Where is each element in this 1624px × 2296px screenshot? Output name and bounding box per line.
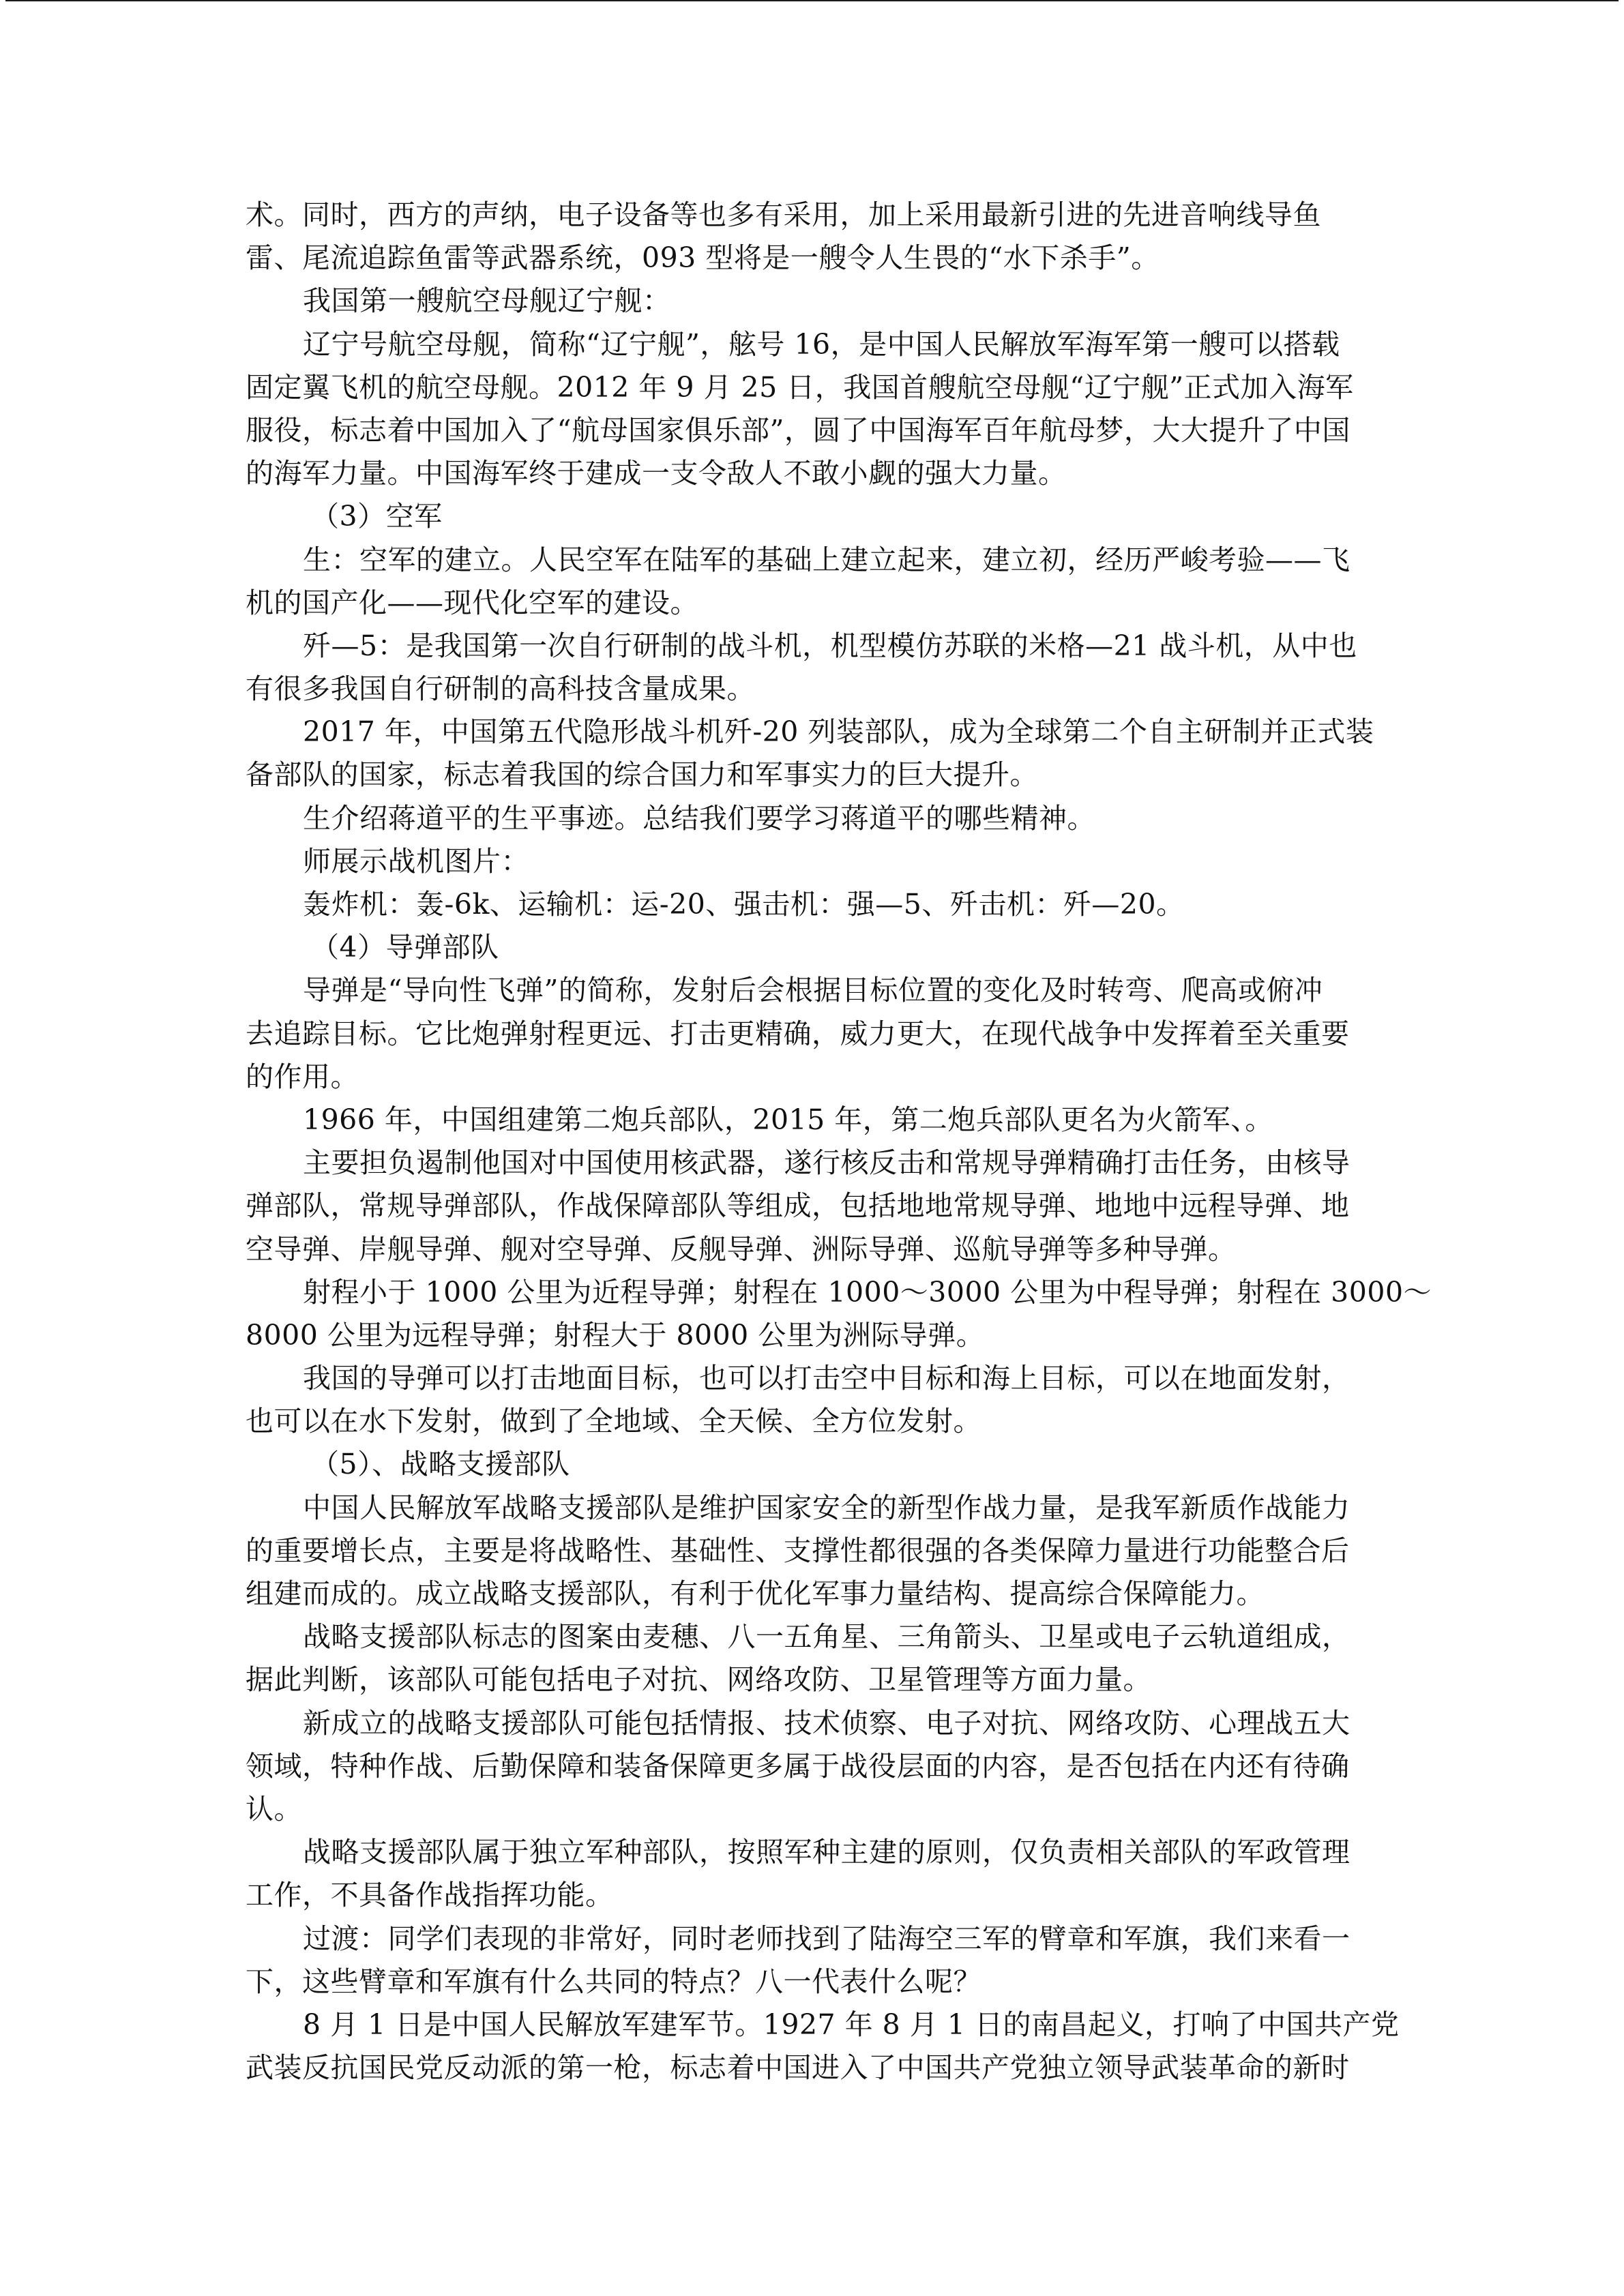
section-heading: （3）空军 <box>311 500 443 533</box>
text-line: 导弹是“导向性飞弹”的简称，发射后会根据目标位置的变化及时转弯、爬高或俯冲 <box>303 974 1323 1007</box>
text-line: 工作，不具备作战指挥功能。 <box>246 1879 614 1912</box>
text-line: 主要担负遏制他国对中国使用核武器，遂行核反击和常规导弹精确打击任务，由核导 <box>303 1146 1350 1180</box>
text-line: 战略支援部队属于独立军种部队，按照军种主建的原则，仅负责相关部队的军政管理 <box>303 1836 1350 1869</box>
page-top-border <box>5 0 1619 1</box>
text-line: 武装反抗国民党反动派的第一枪，标志着中国进入了中国共产党独立领导武装革命的新时 <box>246 2051 1350 2085</box>
text-line: 术。同时，西方的声纳，电子设备等也多有采用，加上采用最新引进的先进音响线导鱼 <box>246 198 1321 231</box>
text-line: 固定翼飞机的航空母舰。2012 年 9 月 25 日，我国首艘航空母舰“辽宁舰”正式加入海军 <box>246 370 1354 404</box>
text-line: 歼—5：是我国第一次自行研制的战斗机，机型模仿苏联的米格—21 战斗机，从中也 <box>303 629 1357 662</box>
text-line: 备部队的国家，标志着我国的综合国力和军事实力的巨大提升。 <box>246 758 1038 792</box>
text-line: 的海军力量。中国海军终于建成一支令敌人不敢小觑的强大力量。 <box>246 457 1067 490</box>
text-line: 领域，特种作战、后勤保障和装备保障更多属于战役层面的内容，是否包括在内还有待确 <box>246 1749 1350 1783</box>
text-line: 弹部队，常规导弹部队，作战保障部队等组成，包括地地常规导弹、地地中远程导弹、地 <box>246 1189 1350 1223</box>
text-line: 也可以在水下发射，做到了全地域、全天候、全方位发射。 <box>246 1405 981 1438</box>
text-line: 生介绍蒋道平的生平事迹。总结我们要学习蒋道平的哪些精神。 <box>303 801 1095 835</box>
text-line: 1966 年，中国组建第二炮兵部队，2015 年，第二炮兵部队更名为火箭军、。 <box>303 1103 1273 1136</box>
text-line: 8 月 1 日是中国人民解放军建军节。1927 年 8 月 1 日的南昌起义，打响了中国共产党 <box>303 2008 1400 2041</box>
text-line: 组建而成的。成立战略支援部队，有利于优化军事力量结构、提高综合保障能力。 <box>246 1577 1265 1610</box>
text-line: 雷、尾流追踪鱼雷等武器系统，093 型将是一艘令人生畏的“水下杀手”。 <box>246 241 1160 275</box>
text-line: 师展示战机图片： <box>303 844 529 878</box>
document-body <box>246 194 1432 2089</box>
text-line: 空导弹、岸舰导弹、舰对空导弹、反舰导弹、洲际导弹、巡航导弹等多种导弹。 <box>246 1232 1237 1266</box>
text-line: 机的国产化——现代化空军的建设。 <box>246 586 698 619</box>
text-line: 认。 <box>246 1792 302 1825</box>
text-line: 的作用。 <box>246 1060 359 1093</box>
text-line: 去追踪目标。它比炮弹射程更远、打击更精确，威力更大，在现代战争中发挥着至关重要 <box>246 1017 1350 1050</box>
text-line: 辽宁号航空母舰，简称“辽宁舰”，舷号 16，是中国人民解放军海军第一艘可以搭载 <box>303 327 1340 361</box>
text-line: 轰炸机：轰-6k、运输机：运-20、强击机：强—5、歼击机：歼—20。 <box>303 888 1185 921</box>
text-line: 据此判断，该部队可能包括电子对抗、网络攻防、卫星管理等方面力量。 <box>246 1663 1151 1697</box>
text-line: 有很多我国自行研制的高科技含量成果。 <box>246 672 755 706</box>
section-heading: （5）、战略支援部队 <box>311 1448 570 1481</box>
section-heading: 我国第一艘航空母舰辽宁舰： <box>303 284 671 318</box>
text-line: 2017 年，中国第五代隐形战斗机歼-20 列装部队，成为全球第二个自主研制并正式装 <box>303 715 1374 749</box>
text-line: 下，这些臂章和军旗有什么共同的特点？八一代表什么呢？ <box>246 1965 981 1998</box>
text-line: 战略支援部队标志的图案由麦穗、八一五角星、三角箭头、卫星或电子云轨道组成， <box>303 1620 1350 1654</box>
text-line: 我国的导弹可以打击地面目标，也可以打击空中目标和海上目标，可以在地面发射， <box>303 1362 1350 1395</box>
text-line: 生：空军的建立。人民空军在陆军的基础上建立起来，建立初，经历严峻考验——飞 <box>303 543 1350 576</box>
text-line: 的重要增长点，主要是将战略性、基础性、支撑性都很强的各类保障力量进行功能整合后 <box>246 1534 1350 1567</box>
section-heading: （4）导弹部队 <box>311 931 499 964</box>
text-line: 8000 公里为远程导弹；射程大于 8000 公里为洲际导弹。 <box>246 1318 985 1352</box>
text-line: 服役，标志着中国加入了“航母国家俱乐部”，圆了中国海军百年航母梦，大大提升了中国 <box>246 413 1350 447</box>
text-line: 过渡：同学们表现的非常好，同时老师找到了陆海空三军的臂章和军旗，我们来看一 <box>303 1922 1350 1955</box>
text-line: 中国人民解放军战略支援部队是维护国家安全的新型作战力量，是我军新质作战能力 <box>303 1491 1350 1524</box>
text-line: 新成立的战略支援部队可能包括情报、技术侦察、电子对抗、网络攻防、心理战五大 <box>303 1706 1350 1740</box>
text-line: 射程小于 1000 公里为近程导弹；射程在 1000～3000 公里为中程导弹；射程在 3000～ <box>303 1275 1432 1309</box>
